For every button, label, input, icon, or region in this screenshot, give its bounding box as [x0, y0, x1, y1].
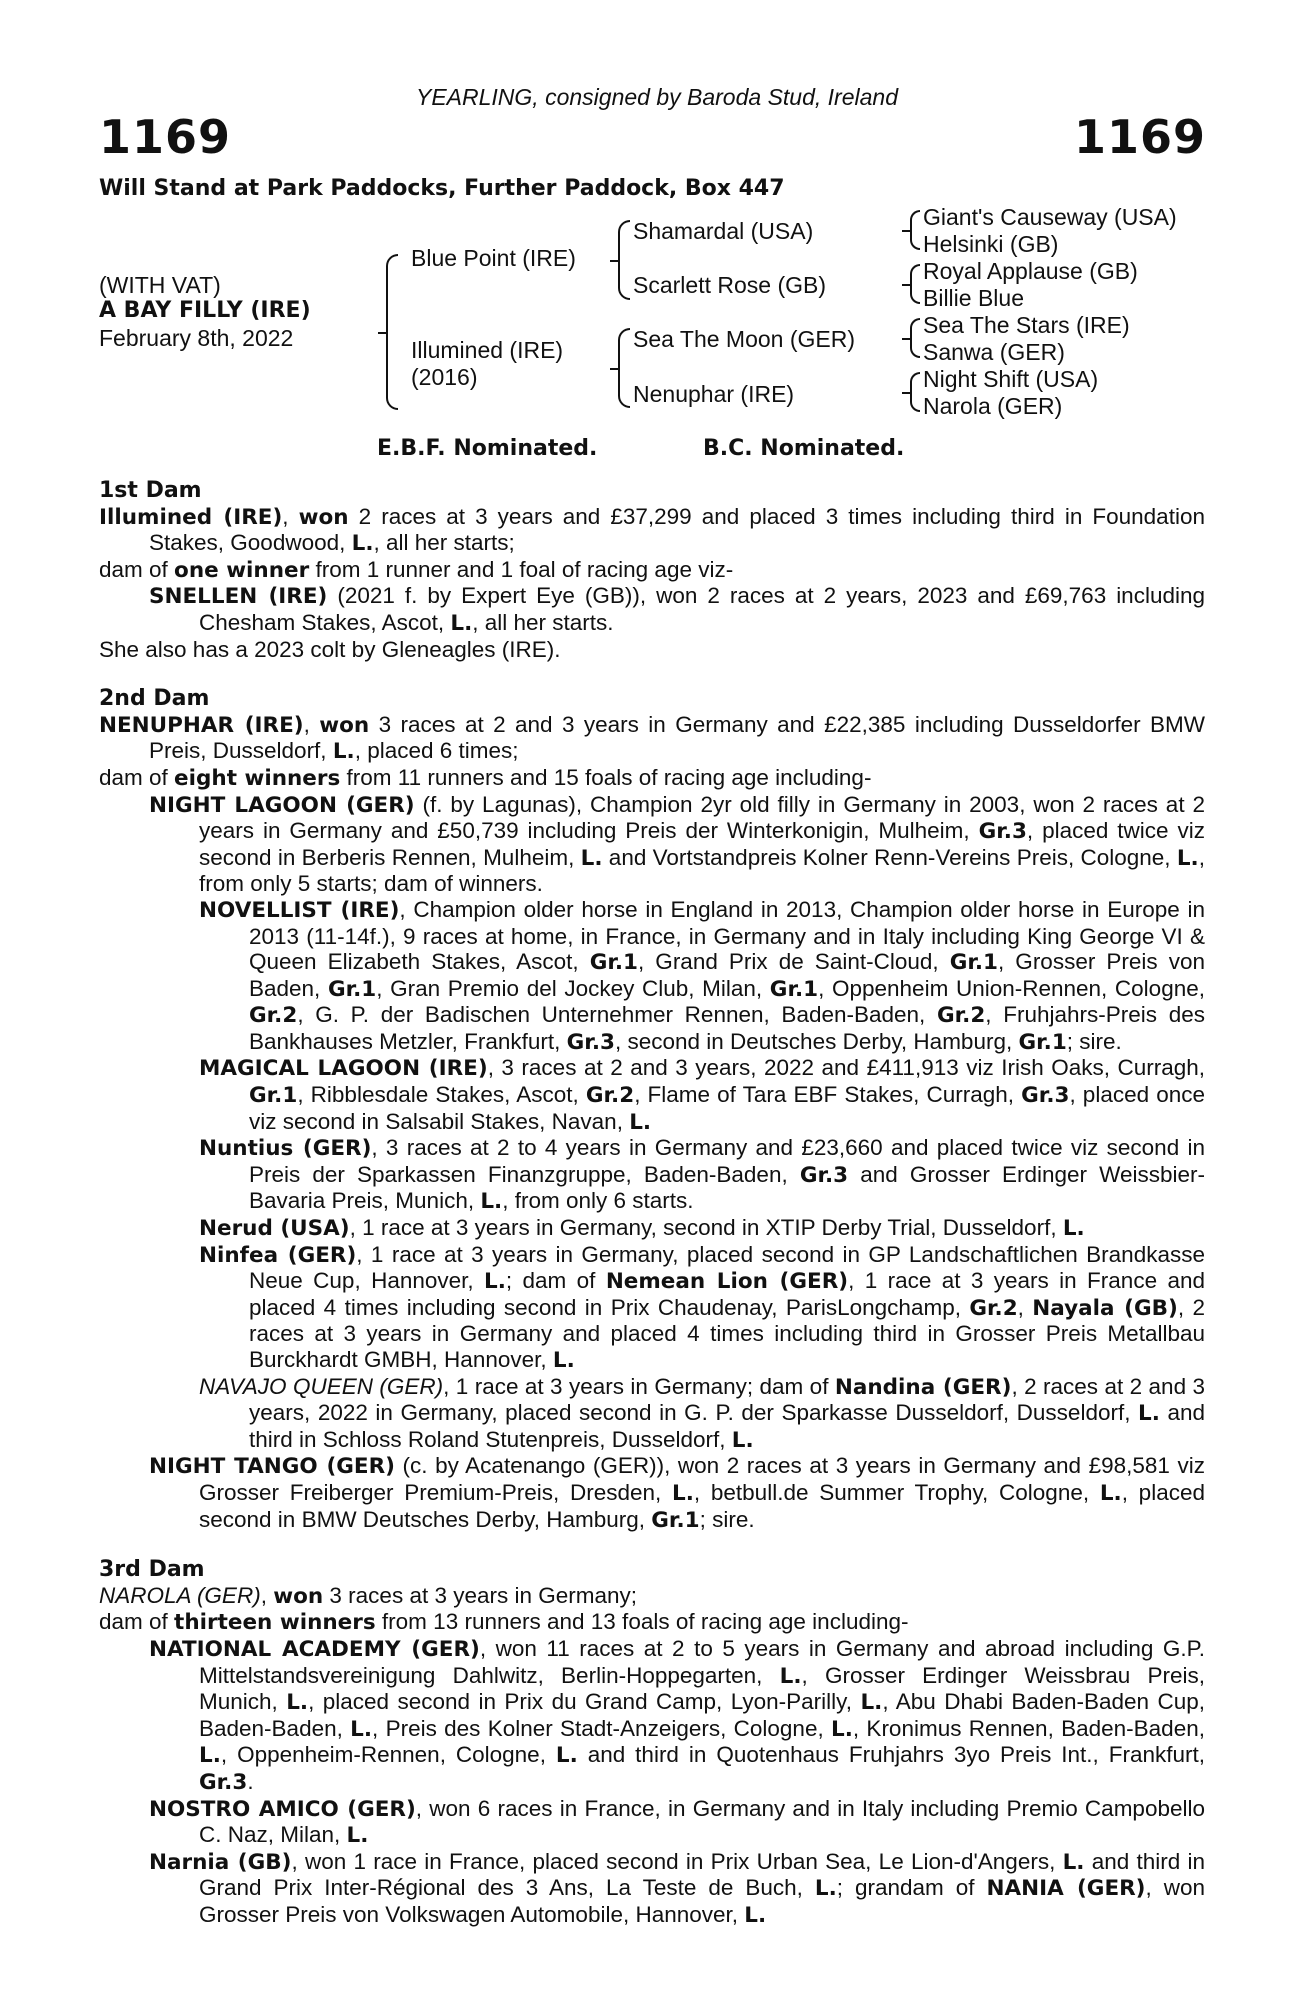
pedigree-paragraph: [99, 1636, 1205, 1796]
ggp-1: Giant's Causeway (USA): [923, 204, 1177, 230]
bold-run: one winner: [174, 557, 310, 583]
italic-run: NAVAJO QUEEN (GER): [199, 1373, 444, 1399]
text-run: , placed twice viz second in Berberis Rennen, Mulheim,: [199, 818, 1205, 870]
bold-run: Gr.1: [327, 976, 377, 1002]
text-run: from 1 runner and 1 foal of racing age viz-: [309, 556, 734, 582]
vat-note: (WITH VAT): [99, 272, 221, 298]
bold-run: Nuntius (GER): [199, 1136, 372, 1162]
bracket-ggp-2: [910, 264, 920, 304]
pedigree-paragraph: [99, 1374, 1205, 1454]
bold-run: Gr.3: [1021, 1083, 1070, 1109]
text-run: (2021 f. by Expert Eye (GB)), won 2 races at 2 years, 2023 and £69,763 including Chesham Stakes, Ascot,: [199, 583, 1206, 635]
pedigree-paragraph: [99, 504, 1205, 557]
bold-run: Nerud (USA): [199, 1216, 350, 1242]
text-run: 3 races at 2 and 3 years in Germany and £22,385 including Dusseldorfer BMW Preis, Dusseldorf,: [149, 711, 1205, 764]
bold-run: Gr.1: [949, 950, 998, 976]
text-run: ; dam of: [505, 1268, 606, 1294]
bold-run: L.: [580, 845, 603, 871]
text-run: , won Grosser Preis von Volkswagen Automobile, Hannover,: [199, 1875, 1206, 1927]
bold-run: L.: [629, 1109, 652, 1135]
ggp-6: Sanwa (GER): [923, 339, 1065, 365]
text-run: , from only 5 starts; dam of winners.: [199, 844, 1205, 897]
text-run: , Grosser Preis von Baden,: [249, 949, 1205, 1001]
bold-run: L.: [332, 739, 355, 765]
text-run: , all her starts.: [472, 609, 614, 635]
pedigree-paragraph: [99, 1215, 1205, 1242]
bold-run: L.: [779, 1663, 802, 1689]
bracket-ggp-3: [910, 318, 920, 358]
pedigree-paragraph: [99, 583, 1205, 636]
section-title: 3rd Dam: [99, 1557, 205, 1583]
text-run: , Grosser Erdinger Weissbrau Preis, Munich,: [199, 1662, 1205, 1715]
text-run: dam of: [99, 764, 175, 790]
bold-run: Nayala (GB): [1032, 1295, 1178, 1321]
bold-run: Gr.1: [769, 976, 819, 1002]
bold-run: L.: [552, 1348, 575, 1373]
text-run: , 1 race at 3 years in Germany, placed second in GP Landschaftlichen Brandkasse Neue Cup, Hannover,: [249, 1241, 1205, 1294]
bracket-ggp-4: [910, 372, 920, 412]
pedigree-paragraph: [99, 637, 1205, 663]
bold-run: Narnia (GB): [149, 1849, 292, 1875]
bold-run: thirteen winners: [174, 1610, 376, 1636]
text-run: , won 11 races at 2 to 5 years in Germany and abroad including G.P. Mittelstandsvereinigung Dahlwitz, Berlin-Hoppegarten,: [199, 1635, 1205, 1688]
text-run: , Preis des Kolner Stadt-Anzeigers, Cologne,: [372, 1715, 832, 1741]
ggp-8: Narola (GER): [923, 393, 1063, 419]
bold-run: NIGHT TANGO (GER): [149, 1454, 395, 1480]
bold-run: L.: [860, 1690, 883, 1716]
pedigree-paragraph: [99, 1453, 1205, 1533]
ebf-nomination: E.B.F. Nominated.: [377, 436, 598, 461]
text-run: , Abu Dhabi Baden-Baden Cup, Baden-Baden,: [199, 1689, 1205, 1741]
pedigree-paragraph: [99, 1055, 1205, 1135]
bold-run: L.: [1062, 1849, 1085, 1875]
text-run: , Fruhjahrs-Preis des Bankhauses Metzler, Frankfurt,: [249, 1002, 1205, 1054]
catalogue-body: [99, 478, 1205, 1928]
bold-run: Gr.3: [978, 819, 1027, 845]
bold-run: L.: [731, 1427, 754, 1453]
text-run: , 3 races at 2 to 4 years in Germany and £23,660 and placed twice viz second in Preis der Sparkassen Finanzgruppe, Baden-Baden,: [249, 1135, 1205, 1187]
pedigree-paragraph: [99, 1849, 1205, 1929]
text-run: , 3 races at 2 and 3 years, 2022 and £411,913 viz Irish Oaks, Curragh,: [487, 1055, 1206, 1081]
sire-name: Blue Point (IRE): [411, 245, 576, 271]
bold-run: L.: [350, 1716, 373, 1742]
consignor-line: YEARLING, consigned by Baroda Stud, Ireland: [415, 84, 898, 110]
bold-run: NIGHT LAGOON (GER): [149, 792, 415, 818]
bold-run: Gr.2: [249, 1003, 298, 1029]
text-run: , second in Deutsches Derby, Hamburg,: [614, 1028, 1019, 1054]
text-run: , Oppenheim Union-Rennen, Cologne,: [818, 975, 1205, 1001]
text-run: from 13 runners and 13 foals of racing age including-: [375, 1609, 909, 1635]
dam-name: Illumined (IRE): [411, 337, 564, 363]
bold-run: L.: [346, 1823, 369, 1849]
dam-year: (2016): [411, 364, 478, 390]
bold-run: Gr.1: [1018, 1029, 1067, 1055]
bold-run: MAGICAL LAGOON (IRE): [199, 1056, 488, 1082]
text-run: ,: [303, 711, 320, 737]
sire-sire-name: Shamardal (USA): [633, 218, 814, 244]
ggp-5: Sea The Stars (IRE): [923, 312, 1130, 338]
bold-run: SNELLEN (IRE): [149, 584, 328, 610]
pedigree-paragraph: [99, 1796, 1205, 1849]
bracket-sire: [618, 220, 630, 300]
stand-location: Will Stand at Park Paddocks, Further Paddock, Box 447: [99, 176, 785, 201]
ggp-3: Royal Applause (GB): [923, 258, 1138, 284]
pedigree-paragraph: [99, 765, 1205, 792]
text-run: and Grosser Erdinger Weissbier-Bavaria Preis, Munich,: [249, 1161, 1205, 1214]
ggp-2: Helsinki (GB): [923, 231, 1059, 257]
text-run: (c. by Acatenango (GER)), won 2 races at 3 years in Germany and £98,581 viz Grosser Freiberger Premium-Preis, Dresden,: [199, 1453, 1205, 1505]
text-run: , 1 race at 3 years in Germany, second in XTIP Derby Trial, Dusseldorf,: [349, 1215, 1063, 1241]
text-run: , Gran Premio del Jockey Club, Milan,: [376, 975, 770, 1001]
bold-run: L.: [199, 1743, 221, 1769]
lot-number-right: 1169: [1073, 110, 1206, 164]
text-run: from 11 runners and 15 foals of racing age including-: [340, 764, 872, 790]
pedigree-paragraph: [99, 1583, 1205, 1610]
text-run: , won 1 race in France, placed second in Prix Urban Sea, Le Lion-d'Angers,: [291, 1848, 1063, 1874]
lot-number-left: 1169: [99, 110, 232, 164]
bold-run: L.: [555, 1743, 578, 1769]
text-run: She also has a 2023 colt by Gleneagles (IRE).: [99, 636, 561, 662]
text-run: and third in Quotenhaus Fruhjahrs 3yo Preis Int., Frankfurt,: [577, 1742, 1205, 1768]
text-run: (f. by Lagunas), Champion 2yr old filly in Germany in 2003, won 2 races at 2 years in Germany and £50,739 including Preis der Winterkonigin, Mulheim,: [199, 791, 1205, 844]
dam-sire-name: Sea The Moon (GER): [633, 326, 856, 352]
text-run: dam of: [99, 1609, 175, 1635]
bold-run: Ninfea (GER): [199, 1242, 357, 1268]
bold-run: L.: [814, 1876, 837, 1902]
text-run: , 2 races at 3 years in Germany and placed 4 times including third in Grosser Preis Metallbau Burckhardt GMBH, Hannover,: [249, 1294, 1205, 1372]
text-run: , placed once viz second in Salsabil Stakes, Navan,: [249, 1082, 1206, 1134]
text-run: dam of: [99, 556, 175, 582]
text-run: , Grand Prix de Saint-Cloud,: [638, 949, 950, 975]
bold-run: L.: [1062, 1216, 1085, 1242]
sire-dam-name: Scarlett Rose (GB): [633, 272, 826, 298]
text-run: , Champion older horse in England in 2013, Champion older horse in Europe in 2013 (11-14f.), 9 races at home, in France, in Germany and in Italy including King George VI & Queen Elizabeth Stakes, Ascot,: [249, 896, 1205, 975]
bold-run: NOSTRO AMICO (GER): [149, 1796, 416, 1822]
bold-run: won: [298, 504, 349, 530]
bold-run: L.: [1138, 1401, 1160, 1427]
text-run: , Oppenheim-Rennen, Cologne,: [220, 1742, 556, 1768]
text-run: , Ribblesdale Stakes, Ascot,: [297, 1082, 586, 1108]
bold-run: NENUPHAR (IRE): [99, 712, 304, 738]
section-title: 1st Dam: [99, 478, 202, 503]
bold-run: Gr.1: [589, 950, 638, 976]
text-run: ,: [260, 1582, 274, 1608]
italic-run: NAROLA (GER): [99, 1582, 261, 1608]
bold-run: Gr.2: [585, 1083, 635, 1109]
bold-run: NANIA (GER): [986, 1876, 1146, 1902]
text-run: ; grandam of: [836, 1875, 987, 1901]
text-run: , from only 6 starts.: [502, 1188, 694, 1214]
pedigree-paragraph: [99, 1135, 1205, 1215]
section-title: 2nd Dam: [99, 686, 210, 712]
dam-dam-name: Nenuphar (IRE): [633, 381, 795, 407]
bold-run: L.: [1176, 845, 1199, 871]
text-run: , Kronimus Rennen, Baden-Baden,: [852, 1715, 1205, 1741]
text-run: , 1 race at 3 years in France and placed 4 times including second in Prix Chaudenay, ParisLongchamp,: [249, 1268, 1205, 1320]
pedigree-paragraph: [99, 792, 1205, 897]
bold-run: won: [273, 1583, 324, 1609]
bold-run: NATIONAL ACADEMY (GER): [149, 1636, 480, 1662]
text-run: ; sire.: [699, 1506, 755, 1532]
ggp-4: Billie Blue: [923, 285, 1024, 311]
pedigree-paragraph: [99, 712, 1205, 765]
text-run: 3 races at 3 years in Germany;: [323, 1582, 638, 1608]
text-run: , placed second in Prix du Grand Camp, Lyon-Parilly,: [308, 1689, 861, 1715]
text-run: , Flame of Tara EBF Stakes, Curragh,: [634, 1082, 1022, 1108]
bold-run: NOVELLIST (IRE): [199, 897, 400, 923]
text-run: and Vortstandpreis Kolner Renn-Vereins Preis, Cologne,: [602, 844, 1177, 870]
bracket-foal: [386, 254, 398, 410]
bracket-ggp-1: [910, 210, 920, 250]
bold-run: Gr.3: [799, 1162, 849, 1188]
bold-run: L.: [672, 1480, 694, 1506]
text-run: , placed 6 times;: [354, 738, 519, 764]
bold-run: Nemean Lion (GER): [605, 1269, 849, 1295]
pedigree-paragraph: [99, 1609, 1205, 1636]
bold-run: Gr.3: [199, 1769, 248, 1795]
bold-run: L.: [744, 1902, 767, 1928]
text-run: .: [247, 1768, 254, 1794]
bc-nomination: B.C. Nominated.: [703, 436, 905, 461]
bold-run: L.: [480, 1189, 503, 1215]
text-run: ; sire.: [1066, 1028, 1122, 1054]
pedigree-paragraph: [99, 897, 1205, 1056]
bold-run: Gr.1: [651, 1507, 700, 1533]
bracket-dam: [618, 328, 630, 408]
text-run: and third in Grand Prix Inter-Régional des 3 Ans, La Teste de Buch,: [199, 1848, 1206, 1901]
text-run: 2 races at 3 years and £37,299 and placed 3 times including third in Foundation Stakes, Goodwood,: [149, 503, 1205, 556]
text-run: , 2 races at 2 and 3 years, 2022 in Germany, placed second in G. P. der Sparkasse Dusseldorf, Dusseldorf,: [249, 1373, 1205, 1426]
text-run: , won 6 races in France, in Germany and in Italy including Premio Campobello C. Naz, Milan,: [199, 1795, 1206, 1848]
bold-run: L.: [286, 1690, 309, 1716]
text-run: and third in Schloss Roland Stutenpreis, Dusseldorf,: [249, 1400, 1205, 1452]
bold-run: L.: [831, 1716, 853, 1742]
bold-run: L.: [1099, 1480, 1122, 1506]
text-run: , betbull.de Summer Trophy, Cologne,: [693, 1479, 1100, 1505]
bold-run: Gr.1: [249, 1083, 298, 1109]
bold-run: Gr.3: [566, 1029, 615, 1055]
bold-run: Gr.2: [969, 1295, 1018, 1321]
bold-run: Illumined (IRE): [99, 504, 283, 530]
horse-name: A BAY FILLY (IRE): [99, 298, 311, 323]
text-run: , placed second in BMW Deutsches Derby, Hamburg,: [199, 1479, 1205, 1532]
ggp-7: Night Shift (USA): [923, 366, 1099, 392]
bold-run: L.: [484, 1269, 506, 1295]
text-run: ,: [282, 503, 299, 529]
bold-run: Gr.2: [936, 1003, 986, 1029]
text-run: , all her starts;: [373, 530, 515, 556]
bold-run: Nandina (GER): [834, 1374, 1012, 1400]
bold-run: won: [319, 712, 370, 738]
text-run: ,: [1017, 1294, 1033, 1320]
text-run: , G. P. der Badischen Unternehmer Rennen, Baden-Baden,: [297, 1002, 937, 1028]
bold-run: eight winners: [174, 765, 341, 791]
text-run: , 1 race at 3 years in Germany; dam of: [443, 1373, 835, 1399]
date-of-birth: February 8th, 2022: [99, 325, 294, 351]
pedigree-paragraph: [99, 557, 1205, 584]
bold-run: L.: [351, 531, 374, 557]
bold-run: L.: [450, 610, 473, 636]
pedigree-paragraph: [99, 1242, 1205, 1374]
